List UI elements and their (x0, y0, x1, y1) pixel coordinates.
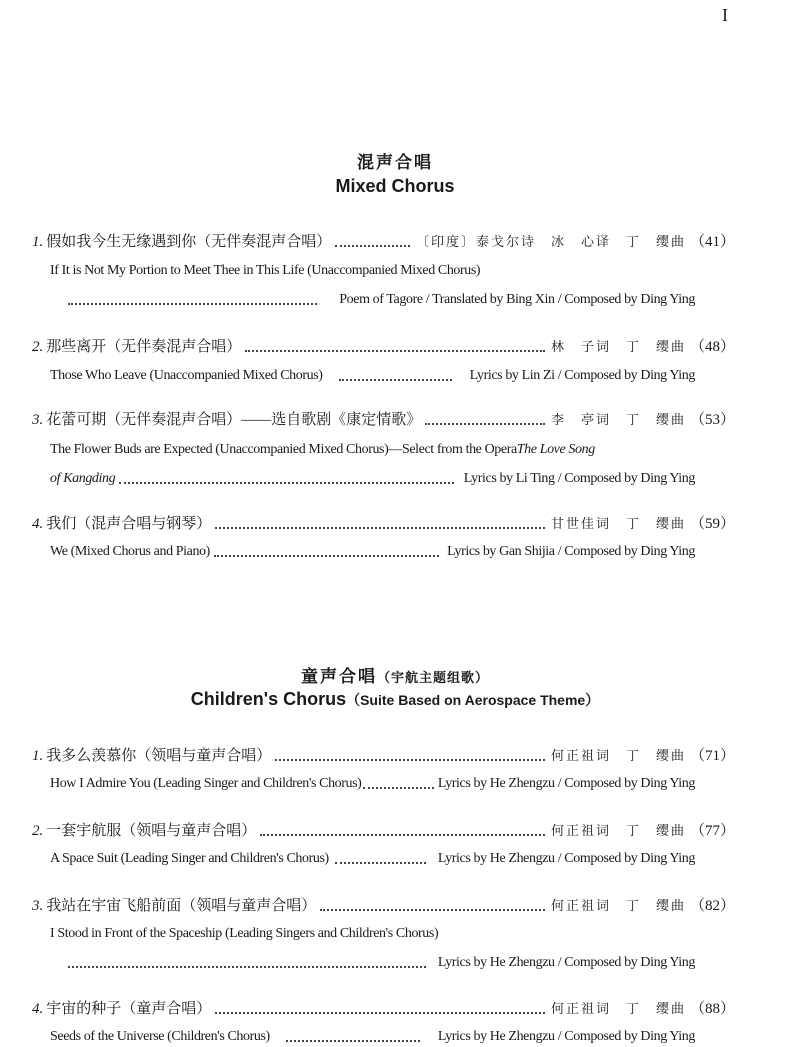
toc-entry-en (50, 542, 695, 562)
dot-leader (214, 555, 439, 557)
entry-page: （53） (689, 412, 735, 428)
entry-page: （41） (689, 234, 735, 250)
toc-entry-en (50, 924, 695, 944)
toc-entry-en (50, 774, 695, 794)
toc-entry-en-credit (50, 469, 695, 489)
toc-entry-en (50, 261, 695, 281)
toc-entry-cn[interactable] (32, 232, 735, 252)
dot-leader (68, 303, 317, 305)
entry-number: 1. (32, 234, 44, 250)
entry-page: （88） (689, 1001, 735, 1017)
entry-credit-cn: 何正祖词 丁 缨曲 (550, 823, 686, 838)
entry-title-en: If It is Not My Portion to Meet Thee in This Life (Unaccompanied Mixed Chorus) (50, 263, 481, 278)
toc-entry-en-credit (64, 290, 695, 310)
dot-leader (286, 1040, 420, 1042)
dot-leader (119, 482, 454, 484)
entry-title-cn: 我多么羡慕你（领唱与童声合唱） (46, 748, 272, 764)
entry-title-en: A Space Suit (Leading Singer and Children's Chorus) (50, 851, 329, 866)
entry-number: 3. (32, 412, 44, 428)
toc-entry-en (50, 849, 695, 869)
section-title-en: Mixed Chorus (335, 176, 455, 196)
toc-entry-en-credit (64, 953, 695, 973)
entry-credit-en: Poem of Tagore / Translated by Bing Xin / Composed by Ding Ying (339, 292, 695, 307)
toc-entry-cn[interactable] (32, 337, 735, 357)
page-number: I (722, 5, 728, 25)
entry-page: （71） (689, 748, 735, 764)
dot-leader (339, 379, 452, 381)
entry-title-cn: 假如我今生无缘遇到你（无伴奏混声合唱） (46, 234, 332, 250)
toc-entry-cn[interactable] (32, 746, 735, 766)
entry-credit-en: Lyrics by Lin Zi / Composed by Ding Ying (469, 368, 695, 383)
entry-credit-en: Lyrics by He Zhengzu / Composed by Ding Ying (437, 851, 695, 866)
entry-credit-en: Lyrics by He Zhengzu / Composed by Ding Ying (437, 1029, 695, 1044)
dot-leader (275, 759, 545, 761)
dot-leader (260, 834, 545, 836)
entry-title-cn: 我们（混声合唱与钢琴） (46, 516, 212, 532)
section-title-en (0, 689, 790, 710)
toc-entry-en (50, 366, 695, 386)
dot-leader (68, 966, 426, 968)
entry-title-en: The Flower Buds are Expected (Unaccompanied Mixed Chorus)—Select from the Opera (50, 442, 517, 457)
dot-leader (335, 245, 410, 247)
section-title-cn: 混声合唱 (357, 153, 433, 172)
entry-number: 3. (32, 898, 44, 914)
dot-leader (320, 909, 545, 911)
entry-title-en-italic: The Love Song (516, 442, 595, 457)
entry-title-en: I Stood in Front of the Spaceship (Leading Singers and Children's Chorus) (50, 926, 439, 941)
toc-entry-cn[interactable] (32, 896, 735, 916)
entry-page: （59） (689, 516, 735, 532)
entry-title-cn: 我站在宇宙飞船前面（领唱与童声合唱） (46, 898, 317, 914)
entry-page: （77） (689, 823, 735, 839)
entry-credit-cn: 林 子词 丁 缨曲 (550, 339, 686, 354)
entry-title-en: How I Admire You (Leading Singer and Children's Chorus) (50, 776, 362, 791)
dot-leader (335, 862, 426, 864)
toc-entry-cn[interactable] (32, 410, 735, 430)
toc-entry-en (50, 440, 695, 460)
entry-title-cn: 那些离开（无伴奏混声合唱） (46, 339, 242, 355)
entry-credit-cn: 〔印度〕泰戈尔诗 冰 心译 丁 缨曲 (415, 234, 686, 249)
entry-number: 2. (32, 339, 44, 355)
entry-title-cn: 宇宙的种子（童声合唱） (46, 1001, 212, 1017)
toc-entry-en (50, 1027, 695, 1047)
entry-credit-en: Lyrics by Gan Shijia / Composed by Ding Ying (447, 544, 695, 559)
entry-page: （82） (689, 898, 735, 914)
entry-credit-cn: 何正祖词 丁 缨曲 (550, 898, 686, 913)
entry-title-en: We (Mixed Chorus and Piano) (50, 544, 210, 559)
entry-number: 2. (32, 823, 44, 839)
section-title-cn-main: 童声合唱 (300, 667, 377, 686)
entry-number: 4. (32, 516, 44, 532)
entry-credit-cn: 何正祖词 丁 缨曲 (550, 1001, 686, 1016)
entry-title-en: Seeds of the Universe (Children's Chorus) (50, 1029, 270, 1044)
entry-credit-cn: 何正祖词 丁 缨曲 (550, 748, 686, 763)
entry-number: 1. (32, 748, 44, 764)
dot-leader (215, 1012, 545, 1014)
entry-number: 4. (32, 1001, 44, 1017)
dot-leader (363, 787, 433, 789)
toc-entry-cn[interactable] (32, 514, 735, 534)
section-subtitle-en: （Suite Based on Aerospace Theme） (346, 692, 600, 708)
dot-leader (425, 423, 545, 425)
section-title-cn (0, 662, 790, 687)
entry-credit-en: Lyrics by Li Ting / Composed by Ding Ying (463, 471, 695, 486)
entry-credit-en: Lyrics by He Zhengzu / Composed by Ding Ying (437, 776, 695, 791)
entry-page: （48） (689, 339, 735, 355)
entry-title-en-italic: of Kangding (50, 471, 116, 486)
entry-title-cn: 一套宇航服（领唱与童声合唱） (46, 823, 257, 839)
dot-leader (215, 527, 545, 529)
entry-credit-cn: 甘世佳词 丁 缨曲 (550, 516, 686, 531)
entry-credit-cn: 李 亭词 丁 缨曲 (550, 412, 686, 427)
toc-entry-cn[interactable] (32, 999, 735, 1019)
entry-title-en: Those Who Leave (Unaccompanied Mixed Chorus) (50, 368, 323, 383)
section-title-en-main: Children's Chorus (190, 689, 347, 709)
entry-credit-en: Lyrics by He Zhengzu / Composed by Ding Ying (437, 955, 695, 970)
dot-leader (245, 350, 545, 352)
toc-entry-cn[interactable] (32, 821, 735, 841)
entry-title-cn: 花蕾可期（无伴奏混声合唱）——选自歌剧《康定情歌》 (46, 412, 422, 428)
section-subtitle-cn: （宇航主题组歌） (376, 670, 489, 685)
